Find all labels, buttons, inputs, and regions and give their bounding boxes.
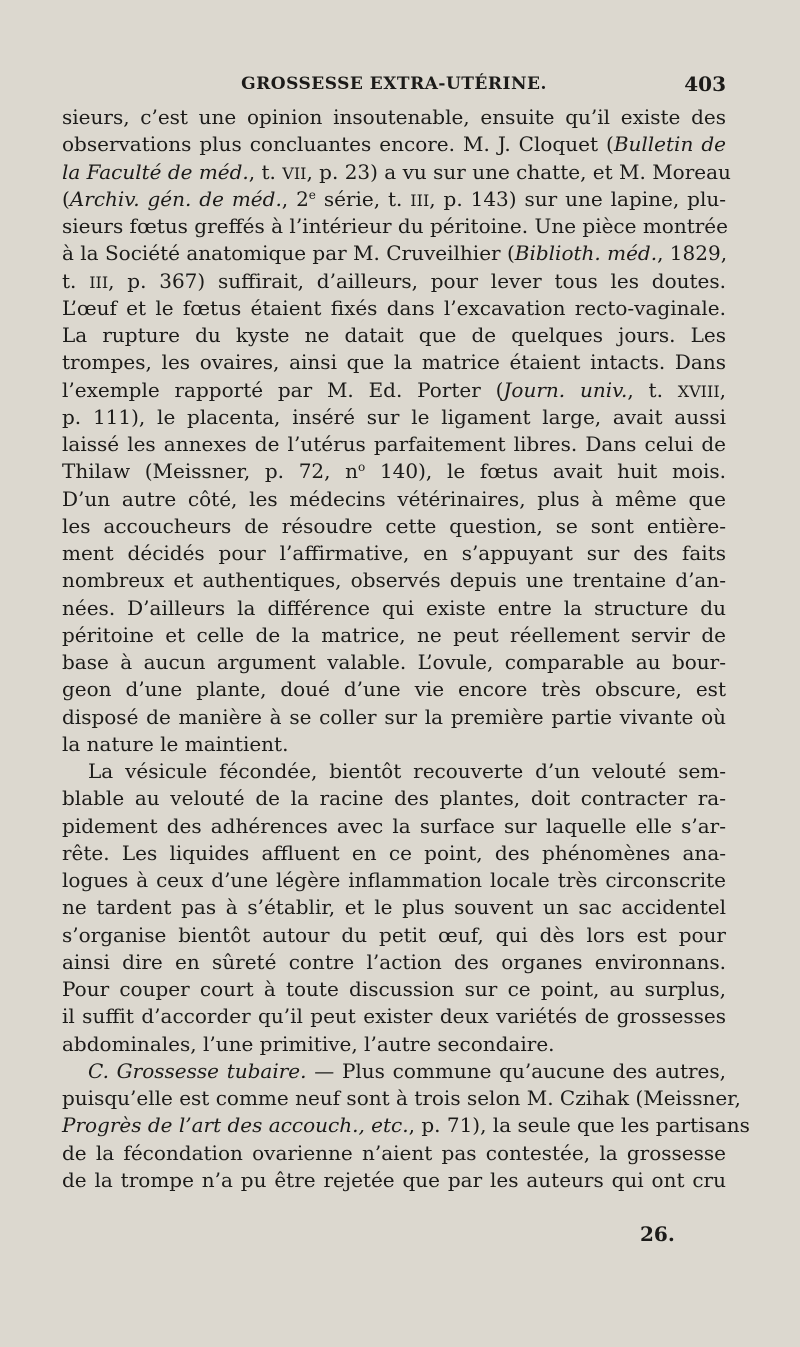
text-line: il suffit d’accorder qu’il peut exister deux variétés de grossesses (62, 1004, 726, 1029)
text-line: (Archiv. gén. de méd., 2e série, t. III, p. 143) sur une lapine, plu- (62, 186, 726, 211)
text-line: Pour couper court à toute discussion sur ce point, au surplus, (62, 977, 726, 1001)
text-line: sieurs fœtus greffés à l’intérieur du péritoine. Une pièce montrée (62, 214, 728, 238)
page-number: 403 (684, 72, 726, 96)
text-line: sieurs, c’est une opinion insoutenable, ensuite qu’il existe des (62, 105, 726, 129)
text-line: rête. Les liquides affluent en ce point, des phénomènes ana- (62, 840, 726, 865)
text-line: l’exemple rapporté par M. Ed. Porter (Journ. univ., t. XVIII, (62, 377, 726, 402)
running-title: GROSSESSE EXTRA-UTÉRINE. (241, 74, 547, 94)
text-line: laissé les annexes de l’utérus parfaitement libres. Dans celui de (62, 432, 726, 456)
text-line: trompes, les ovaires, ainsi que la matrice étaient intacts. Dans (62, 350, 726, 375)
text-line: les accoucheurs de résoudre cette question, se sont entière- (62, 513, 726, 538)
text-line: puisqu’elle est comme neuf sont à trois selon M. Czihak (Meissner, (62, 1086, 741, 1110)
text-line: disposé de manière à se coller sur la première partie vivante où (62, 704, 726, 729)
text-line: blable au velouté de la racine des plantes, doit contracter ra- (62, 786, 726, 811)
text-line: pidement des adhérences avec la surface sur laquelle elle s’ar- (62, 813, 726, 838)
text-line: La rupture du kyste ne datait que de quelques jours. Les (62, 323, 726, 347)
text-line: nées. D’ailleurs la différence qui existe entre la structure du (62, 595, 726, 620)
signature-mark: 26. (640, 1222, 675, 1246)
text-line: observations plus concluantes encore. M. J. Cloquet (Bulletin de (62, 132, 726, 157)
text-line: ainsi dire en sûreté contre l’action des organes environnans. (62, 949, 726, 974)
text-line: logues à ceux d’une légère inflammation locale très circonscrite (62, 868, 726, 892)
text-line: nombreux et authentiques, observés depuis une trentaine d’an- (62, 568, 726, 593)
text-line: Progrès de l’art des accouch., etc., p. 71), la seule que les partisans (62, 1113, 750, 1138)
text-line: base à aucun argument valable. L’ovule, comparable au bour- (62, 650, 726, 674)
text-line: La vésicule fécondée, bientôt recouverte d’un velouté sem- (88, 759, 726, 783)
text-line: la nature le maintient. (62, 731, 289, 756)
text-line: de la fécondation ovarienne n’aient pas contestée, la grossesse (62, 1140, 726, 1165)
text-line: C. Grossesse tubaire. — Plus commune qu’aucune des autres, (88, 1058, 726, 1083)
text-line: p. 111), le placenta, inséré sur le ligament large, avait aussi (62, 404, 726, 429)
text-line: ment décidés pour l’affirmative, en s’appuyant sur des faits (62, 541, 726, 565)
text-line: D’un autre côté, les médecins vétérinaires, plus à même que (62, 486, 726, 511)
body-text (62, 104, 750, 1194)
text-line: t. III, p. 367) suffirait, d’ailleurs, pour lever tous les doutes. (62, 268, 726, 293)
text-line: péritoine et celle de la matrice, ne peut réellement servir de (62, 622, 726, 647)
text-line: L’œuf et le fœtus étaient fixés dans l’excavation recto-vaginale. (62, 295, 726, 320)
text-line: geon d’une plante, doué d’une vie encore très obscure, est (62, 677, 726, 702)
text-line: abdominales, l’une primitive, l’autre secondaire. (62, 1031, 555, 1056)
text-line: la Faculté de méd., t. VII, p. 23) a vu sur une chatte, et M. Moreau (62, 159, 731, 184)
text-line: s’organise bientôt autour du petit œuf, qui dès lors est pour (62, 922, 726, 947)
text-line: de la trompe n’a pu être rejetée que par les auteurs qui ont cru (62, 1167, 726, 1192)
text-line: à la Société anatomique par M. Cruveilhier (Biblioth. méd., 1829, (62, 241, 728, 266)
text-line: ne tardent pas à s’établir, et le plus souvent un sac accidentel (62, 895, 726, 920)
text-line: Thilaw (Meissner, p. 72, $n^o$ 140), le fœtus avait huit mois. (62, 459, 726, 484)
page-header (62, 72, 726, 102)
